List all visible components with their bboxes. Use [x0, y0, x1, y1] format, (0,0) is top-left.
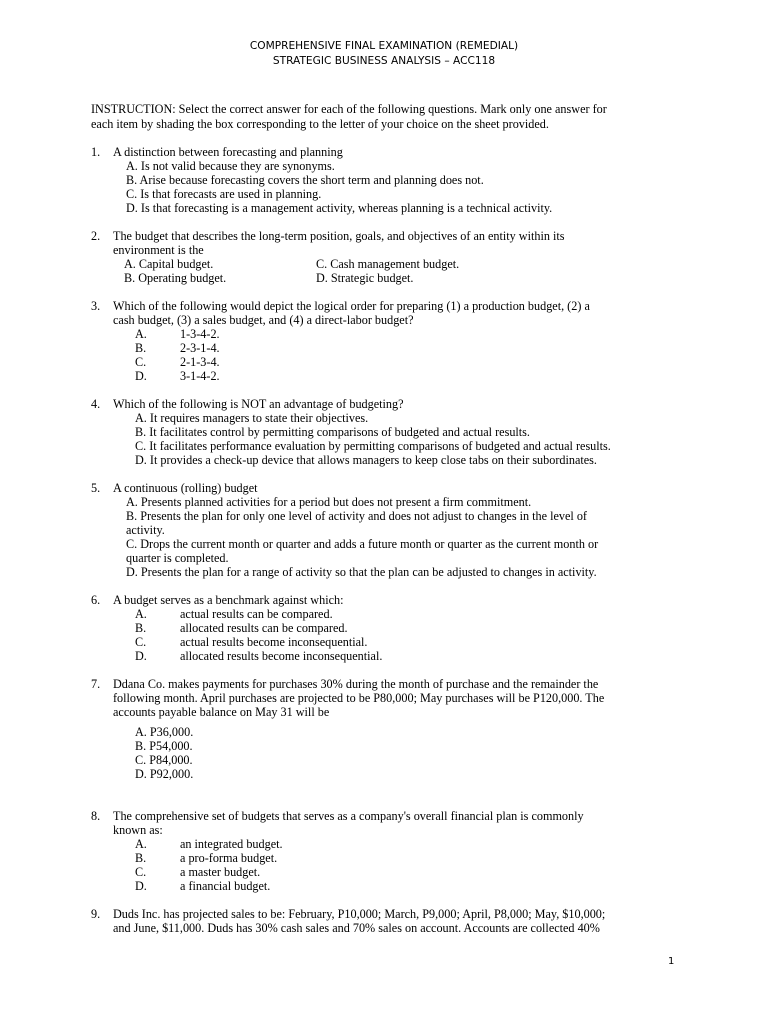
answer-letter: B.: [135, 621, 147, 635]
page-number: 1: [668, 956, 675, 967]
question-number: 9.: [91, 907, 101, 921]
answer-text: allocated results become inconsequential.: [180, 649, 383, 663]
question-stem: A budget serves as a benchmark against which:: [113, 593, 344, 607]
question-stem: accounts payable balance on May 31 will be: [113, 705, 330, 719]
answer-option: B. Operating budget.: [124, 271, 227, 285]
answer-option: B. P54,000.: [135, 739, 193, 753]
answer-letter: C.: [135, 865, 147, 879]
answer-option: B. Presents the plan for only one level of activity and does not adjust to changes in the level of: [126, 509, 587, 523]
instruction-line-1: INSTRUCTION: Select the correct answer for each of the following questions. Mark only one answer for: [91, 102, 607, 116]
answer-letter: D.: [135, 879, 147, 893]
answer-letter: B.: [135, 341, 147, 355]
question-number: 5.: [91, 481, 101, 495]
answer-option: A. P36,000.: [135, 725, 194, 739]
question-number: 3.: [91, 299, 101, 313]
answer-option: D. Strategic budget.: [316, 271, 414, 285]
answer-option: A. Is not valid because they are synonyms.: [126, 159, 335, 173]
answer-letter: D.: [135, 369, 147, 383]
question-stem: Which of the following is NOT an advantage of budgeting?: [113, 397, 404, 411]
answer-text: a master budget.: [180, 865, 261, 879]
question-stem: Duds Inc. has projected sales to be: February, P10,000; March, P9,000; April, P8,000; May, $10,000;: [113, 907, 606, 921]
answer-text: 3-1-4-2.: [180, 369, 220, 383]
answer-letter: C.: [135, 355, 147, 369]
question-stem: and June, $11,000. Duds has 30% cash sales and 70% sales on account. Accounts are collected 40%: [113, 921, 600, 935]
question-number: 6.: [91, 593, 101, 607]
answer-text: actual results become inconsequential.: [180, 635, 368, 649]
question-stem: A continuous (rolling) budget: [113, 481, 258, 495]
answer-option: D. P92,000.: [135, 767, 194, 781]
answer-letter: C.: [135, 635, 147, 649]
answer-text: 1-3-4-2.: [180, 327, 220, 341]
question-stem: The budget that describes the long-term position, goals, and objectives of an entity within its: [113, 229, 565, 243]
answer-text: 2-1-3-4.: [180, 355, 220, 369]
answer-letter: A.: [135, 837, 147, 851]
answer-option: activity.: [126, 523, 165, 537]
answer-option: A. It requires managers to state their objectives.: [135, 411, 369, 425]
exam-title: COMPREHENSIVE FINAL EXAMINATION (REMEDIAL): [249, 40, 519, 52]
answer-text: an integrated budget.: [180, 837, 283, 851]
answer-text: allocated results can be compared.: [180, 621, 348, 635]
answer-option: D. Presents the plan for a range of activity so that the plan can be adjusted to changes in activity.: [126, 565, 597, 579]
answer-option: C. Cash management budget.: [316, 257, 460, 271]
question-stem: cash budget, (3) a sales budget, and (4) a direct-labor budget?: [113, 313, 414, 327]
instruction-line-2: each item by shading the box corresponding to the letter of your choice on the sheet provided.: [91, 117, 549, 131]
answer-letter: B.: [135, 851, 147, 865]
question-stem: known as:: [113, 823, 163, 837]
question-stem: Which of the following would depict the logical order for preparing (1) a production budget, (2) a: [113, 299, 590, 313]
question-stem: Ddana Co. makes payments for purchases 30% during the month of purchase and the remainder the: [113, 677, 599, 691]
answer-option: A. Presents planned activities for a period but does not present a firm commitment.: [126, 495, 532, 509]
answer-option: B. It facilitates control by permitting comparisons of budgeted and actual results.: [135, 425, 530, 439]
answer-letter: A.: [135, 327, 147, 341]
answer-option: quarter is completed.: [126, 551, 229, 565]
exam-subtitle: STRATEGIC BUSINESS ANALYSIS – ACC118: [272, 55, 496, 67]
question-stem: following month. April purchases are projected to be P80,000; May purchases will be P120,000. The: [113, 691, 605, 705]
question-stem: environment is the: [113, 243, 204, 257]
answer-option: C. Drops the current month or quarter and adds a future month or quarter as the current month or: [126, 537, 599, 551]
answer-letter: A.: [135, 607, 147, 621]
answer-option: D. It provides a check-up device that allows managers to keep close tabs on their subordinates.: [135, 453, 597, 467]
question-number: 8.: [91, 809, 101, 823]
answer-option: D. Is that forecasting is a management activity, whereas planning is a technical activity.: [126, 201, 553, 215]
question-number: 7.: [91, 677, 101, 691]
answer-option: C. Is that forecasts are used in planning.: [126, 187, 322, 201]
answer-option: C. It facilitates performance evaluation by permitting comparisons of budgeted and actual results.: [135, 439, 611, 453]
question-stem: The comprehensive set of budgets that serves as a company's overall financial plan is commonly: [113, 809, 584, 823]
question-number: 4.: [91, 397, 101, 411]
question-number: 2.: [91, 229, 101, 243]
answer-text: 2-3-1-4.: [180, 341, 220, 355]
answer-text: actual results can be compared.: [180, 607, 333, 621]
question-stem: A distinction between forecasting and planning: [113, 145, 343, 159]
answer-option: C. P84,000.: [135, 753, 193, 767]
answer-text: a pro-forma budget.: [180, 851, 278, 865]
answer-option: B. Arise because forecasting covers the short term and planning does not.: [126, 173, 484, 187]
answer-letter: D.: [135, 649, 147, 663]
answer-text: a financial budget.: [180, 879, 271, 893]
answer-option: A. Capital budget.: [124, 257, 214, 271]
question-number: 1.: [91, 145, 101, 159]
